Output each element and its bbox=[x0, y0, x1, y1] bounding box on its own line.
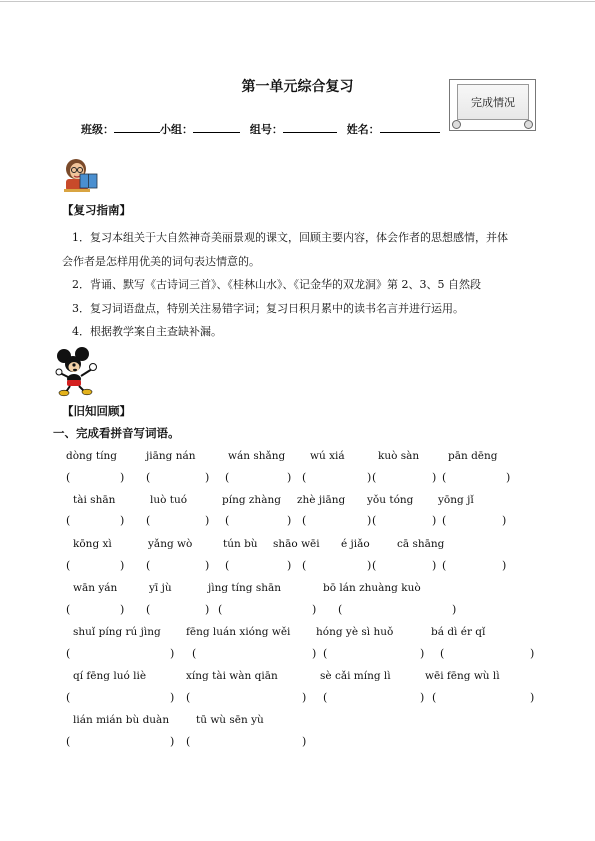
answer-paren-close[interactable]: ) bbox=[502, 559, 507, 572]
pinyin-prompt: tài shān bbox=[73, 494, 116, 506]
pinyin-prompt: tū wù sēn yù bbox=[196, 714, 264, 726]
pinyin-prompt: luò tuó bbox=[150, 494, 188, 506]
answer-paren-open[interactable]: ( bbox=[66, 559, 71, 572]
answer-paren-close[interactable]: ) bbox=[287, 471, 292, 484]
answer-paren-close[interactable]: ) bbox=[530, 647, 535, 660]
pinyin-prompt: kōng xì bbox=[73, 538, 112, 550]
answer-paren-close[interactable]: ) bbox=[205, 559, 210, 572]
answer-paren-close[interactable]: ) bbox=[367, 559, 372, 572]
answer-paren-open[interactable]: ( bbox=[66, 471, 71, 484]
completion-stamp bbox=[449, 79, 536, 131]
pinyin-prompt: jìng tíng shān bbox=[208, 582, 282, 594]
answer-paren-open[interactable]: ( bbox=[218, 603, 223, 616]
scroll-roll-icon bbox=[524, 120, 533, 129]
answer-paren-close[interactable]: ) bbox=[120, 471, 125, 484]
answer-paren-open[interactable]: ( bbox=[372, 514, 377, 527]
top-rule bbox=[0, 1, 595, 2]
answer-paren-open[interactable]: ( bbox=[372, 471, 377, 484]
answer-paren-open[interactable]: ( bbox=[186, 735, 191, 748]
answer-paren-open[interactable]: ( bbox=[302, 559, 307, 572]
answer-paren-close[interactable]: ) bbox=[432, 559, 437, 572]
number-blank[interactable] bbox=[283, 121, 337, 133]
pinyin-prompt: yǎng wò bbox=[148, 538, 193, 550]
pinyin-prompt: wú xiá bbox=[310, 450, 345, 462]
pinyin-prompt: hóng yè sì huǒ bbox=[316, 626, 394, 638]
answer-paren-open[interactable]: ( bbox=[192, 647, 197, 660]
answer-paren-close[interactable]: ) bbox=[420, 691, 425, 704]
answer-paren-open[interactable]: ( bbox=[225, 514, 230, 527]
answer-paren-open[interactable]: ( bbox=[66, 647, 71, 660]
question-1-title: 一、完成看拼音写词语。 bbox=[53, 426, 180, 440]
guide-heading: 【复习指南】 bbox=[62, 203, 131, 217]
pinyin-prompt: tún bù bbox=[223, 538, 258, 550]
page-title: 第一单元综合复习 bbox=[241, 79, 354, 95]
answer-paren-open[interactable]: ( bbox=[186, 691, 191, 704]
pinyin-prompt: wēi fēng wù lì bbox=[425, 670, 500, 682]
answer-paren-open[interactable]: ( bbox=[66, 514, 71, 527]
stamp-text: 完成情况 bbox=[457, 84, 529, 120]
pinyin-prompt: zhè jiāng bbox=[297, 494, 346, 506]
student-info-line bbox=[81, 121, 440, 137]
answer-paren-close[interactable]: ) bbox=[287, 514, 292, 527]
pinyin-prompt: sè cǎi míng lì bbox=[320, 670, 391, 682]
pinyin-prompt: yī jù bbox=[149, 582, 172, 594]
answer-paren-close[interactable]: ) bbox=[205, 514, 210, 527]
answer-paren-close[interactable]: ) bbox=[530, 691, 535, 704]
answer-paren-close[interactable]: ) bbox=[205, 603, 210, 616]
answer-paren-open[interactable]: ( bbox=[66, 603, 71, 616]
answer-paren-open[interactable]: ( bbox=[442, 559, 447, 572]
pinyin-prompt: bō lán zhuàng kuò bbox=[323, 582, 421, 594]
answer-paren-close[interactable]: ) bbox=[170, 647, 175, 660]
name-blank[interactable] bbox=[380, 121, 440, 133]
answer-paren-close[interactable]: ) bbox=[287, 559, 292, 572]
cartoon-mouse-icon bbox=[54, 347, 98, 397]
answer-paren-open[interactable]: ( bbox=[225, 559, 230, 572]
group-blank[interactable] bbox=[193, 121, 240, 133]
answer-paren-open[interactable]: ( bbox=[146, 471, 151, 484]
pinyin-prompt: kuò sàn bbox=[378, 450, 420, 462]
class-label: 班级： bbox=[81, 123, 114, 136]
pinyin-prompt: shuǐ píng rú jìng bbox=[73, 626, 161, 638]
pinyin-prompt: wán shǎng bbox=[228, 450, 286, 462]
pinyin-prompt: dòng tíng bbox=[66, 450, 117, 462]
answer-paren-open[interactable]: ( bbox=[225, 471, 230, 484]
answer-paren-open[interactable]: ( bbox=[66, 735, 71, 748]
answer-paren-close[interactable]: ) bbox=[506, 471, 511, 484]
number-label: 组号： bbox=[249, 123, 283, 136]
answer-paren-close[interactable]: ) bbox=[420, 647, 425, 660]
pinyin-prompt: pān dēng bbox=[448, 450, 498, 462]
guide-item: 2．背诵、默写《古诗词三首》、《桂林山水》、《记金华的双龙洞》第 2、3、5 自然段 bbox=[72, 278, 481, 291]
pinyin-prompt: píng zhàng bbox=[222, 494, 281, 506]
pinyin-prompt: yǒu tóng bbox=[367, 494, 414, 506]
answer-paren-close[interactable]: ) bbox=[432, 514, 437, 527]
answer-paren-open[interactable]: ( bbox=[146, 603, 151, 616]
answer-paren-open[interactable]: ( bbox=[302, 471, 307, 484]
pinyin-prompt: shāo wēi bbox=[273, 538, 320, 550]
group-label: 小组： bbox=[160, 123, 193, 136]
teacher-reading-icon bbox=[60, 157, 100, 193]
answer-paren-close[interactable]: ) bbox=[120, 603, 125, 616]
pinyin-prompt: xíng tài wàn qiān bbox=[186, 670, 278, 682]
pinyin-prompt: lián mián bù duàn bbox=[73, 714, 170, 726]
answer-paren-close[interactable]: ) bbox=[432, 471, 437, 484]
pinyin-prompt: yōng jǐ bbox=[438, 494, 474, 506]
name-label: 姓名： bbox=[346, 123, 380, 136]
pinyin-prompt: é jiǎo bbox=[341, 538, 370, 550]
answer-paren-open[interactable]: ( bbox=[442, 471, 447, 484]
answer-paren-open[interactable]: ( bbox=[323, 647, 328, 660]
pinyin-prompt: cā shāng bbox=[397, 538, 445, 550]
guide-list bbox=[62, 226, 542, 344]
guide-item: 4．根据教学案自主查缺补漏。 bbox=[72, 325, 222, 338]
answer-paren-close[interactable]: ) bbox=[170, 735, 175, 748]
answer-paren-open[interactable]: ( bbox=[302, 514, 307, 527]
guide-item: 3．复习词语盘点，特别关注易错字词；复习日积月累中的读书名言并进行运用。 bbox=[72, 301, 464, 315]
pinyin-prompt: wān yán bbox=[73, 582, 118, 594]
answer-paren-close[interactable]: ) bbox=[170, 691, 175, 704]
answer-paren-close[interactable]: ) bbox=[367, 471, 372, 484]
pinyin-prompt: fēng luán xióng wěi bbox=[186, 626, 291, 638]
answer-paren-close[interactable]: ) bbox=[367, 514, 372, 527]
answer-paren-open[interactable]: ( bbox=[323, 691, 328, 704]
review-heading: 【旧知回顾】 bbox=[62, 404, 131, 418]
guide-item: 1．复习本组关于大自然神奇美丽景观的课文，回顾主要内容，体会作者的思想感情，并体 bbox=[72, 231, 508, 244]
answer-paren-open[interactable]: ( bbox=[146, 514, 151, 527]
answer-paren-open[interactable]: ( bbox=[66, 691, 71, 704]
pinyin-prompt: bá dì ér qǐ bbox=[431, 626, 486, 638]
answer-paren-close[interactable]: ) bbox=[302, 735, 307, 748]
answer-paren-close[interactable]: ) bbox=[302, 691, 307, 704]
answer-paren-close[interactable]: ) bbox=[120, 559, 125, 572]
guide-item: 会作者是怎样用优美的词句表达情意的。 bbox=[62, 254, 260, 268]
scroll-roll-icon bbox=[452, 120, 461, 129]
answer-paren-close[interactable]: ) bbox=[312, 647, 317, 660]
pinyin-prompt: qí fēng luó liè bbox=[73, 670, 147, 682]
answer-paren-open[interactable]: ( bbox=[432, 691, 437, 704]
pinyin-prompt: jiāng nán bbox=[146, 450, 196, 462]
answer-paren-close[interactable]: ) bbox=[120, 514, 125, 527]
answer-paren-open[interactable]: ( bbox=[146, 559, 151, 572]
answer-paren-open[interactable]: ( bbox=[442, 514, 447, 527]
answer-paren-close[interactable]: ) bbox=[452, 603, 457, 616]
answer-paren-close[interactable]: ) bbox=[205, 471, 210, 484]
answer-paren-open[interactable]: ( bbox=[440, 647, 445, 660]
answer-paren-close[interactable]: ) bbox=[502, 514, 507, 527]
class-blank[interactable] bbox=[114, 121, 160, 133]
answer-paren-close[interactable]: ) bbox=[312, 603, 317, 616]
answer-paren-open[interactable]: ( bbox=[372, 559, 377, 572]
answer-paren-open[interactable]: ( bbox=[338, 603, 343, 616]
